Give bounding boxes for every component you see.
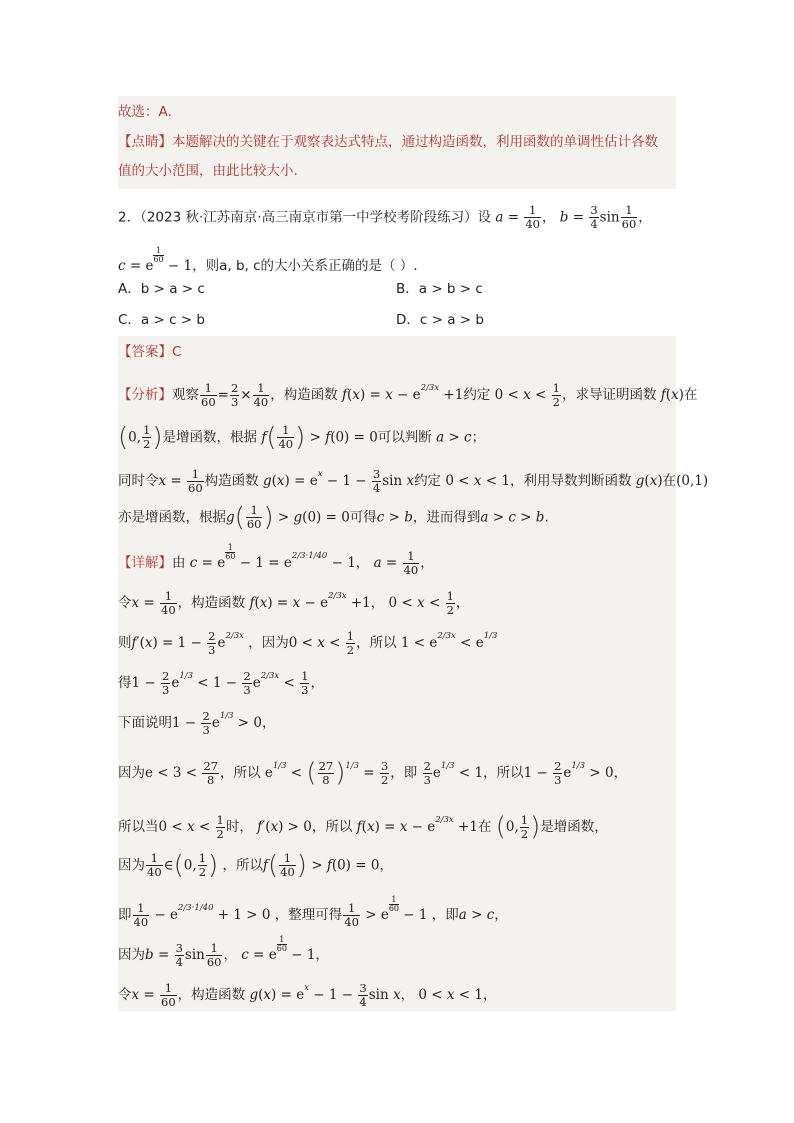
question-stem-line-1: 2．（2023 秋·江苏南京·高三南京市第一中学校考阶段练习）设 a = $\frac{1}{40}$ ， b = $\frac{3}{4}$ sin $\frac{1}{60}$ ， [118,203,652,231]
analysis-line-2: (0, $\frac{1}{2}$ )是增函数，根据 f( $\frac{1}{40}$ ) > f(0) = 0可以判断 a > c； [118,422,486,453]
analysis-line-1: 【分析】观察 $\frac{1}{60}$ = $\frac{2}{3}$ × $\frac{1}{40}$ ，构造函数 $f(x) = x - e^{2/3x} +1$约定 0 < x < $\frac{1}{2}$ ，求导证明函数 f(x)在 [118,380,698,409]
option-c: C．a > c > b [118,312,205,328]
question-block [118,190,676,335]
answer-analysis-block [118,336,709,1011]
detail-line-3: 则f′(x) = 1 − $\frac{2}{3}$ $e^{2/3x}$ ，因为0 < x < $\frac{1}{2}$ ，所以 $1 < e^{2/3x} < e^{1/3}$ [118,628,498,657]
detail-line-7: 所以当0 < x < $\frac{1}{2}$ 时， f′(x) > 0，所以 $f(x) = x - e^{2/3x} +1$在 (0, $\frac{1}{2}$ )是增函数， [118,812,608,842]
detail-line-8: 因为 $\frac{1}{40}$ ∈(0, $\frac{1}{2}$ ) ，所以f( $\frac{1}{40}$ ) > f(0) = 0， [118,850,393,881]
answer-line: 【答案】C [118,344,182,360]
analysis-line-3: 同时令x = $\frac{1}{60}$ 构造函数 $g(x) = e^x - 1$ − $\frac{3}{4}$ sin x约定 0 < x < 1，利用导数判断函数 g(x)在(0,1) [118,466,709,495]
remark-line-1: 【点睛】本题解决的关键在于观察表达式特点，通过构造函数，利用函数的单调性估计各数 [118,134,658,150]
detail-line-11: 令x = $\frac{1}{60}$ ，构造函数 $g(x) = e^x - 1$ − $\frac{3}{4}$ sin x， 0 < x < 1， [118,980,497,1009]
solution-tail-block [118,96,676,189]
detail-line-10: 因为b = $\frac{3}{4}$ sin $\frac{1}{60}$ ， c = e $\frac{1}{60}$ − 1， [118,935,329,969]
detail-line-6: 因为e < 3 < $\frac{27}{8}$ ，所以 $e^{1/3}$ < ( $\frac{27}{8}$ )$^{1/3}$ = $\frac{3}{2}$ ，即 $\frac{2}{3}$ $e^{1/3} < 1$，所以1 − $\frac{2}{3}$ $e^{1/3} > 0$， [118,758,628,788]
detail-line-4: 得1 − $\frac{2}{3}$ $e^{1/3} < 1$ − $\frac{2}{3}$ $e^{2/3x}$ < $\frac{1}{3}$ ， [118,668,324,697]
choice-line: 故选：A. [118,104,172,120]
option-b: B．a > b > c [396,281,483,297]
analysis-line-4: 亦是增函数，根据g( $\frac{1}{60}$ ) > g(0) = 0可得c > b，进而得到a > c > b. [118,502,549,533]
detail-line-2: 令x = $\frac{1}{40}$ ，构造函数 $f(x) = x - e^{2/3x} +1$， 0 < x < $\frac{1}{2}$ ， [118,588,470,617]
question-stem-line-2: c = e $\frac{1}{60}$ − 1，则a, b, c的大小关系正确的是（ ）. [118,246,418,274]
option-a: A．b > a > c [118,281,205,297]
remark-line-2: 值的大小范围，由此比较大小. [118,163,298,179]
option-d: D．c > a > b [396,312,484,328]
detail-line-5: 下面说明1 − $\frac{2}{3}$ $e^{1/3} > 0$， [118,708,276,737]
detail-line-9: 即 $\frac{1}{40}$ − $e^{2/3\cdot 1/40} + 1 > 0$ ，整理可得 $\frac{1}{40}$ > e $\frac{1}{60}$ − 1 ，即a > c， [118,895,508,929]
detail-line-1: 【详解】由 c = e $\frac{1}{60}$ − $1 = e^{2/3\cdot 1/40} - 1$， a = $\frac{1}{40}$ ， [118,543,434,577]
